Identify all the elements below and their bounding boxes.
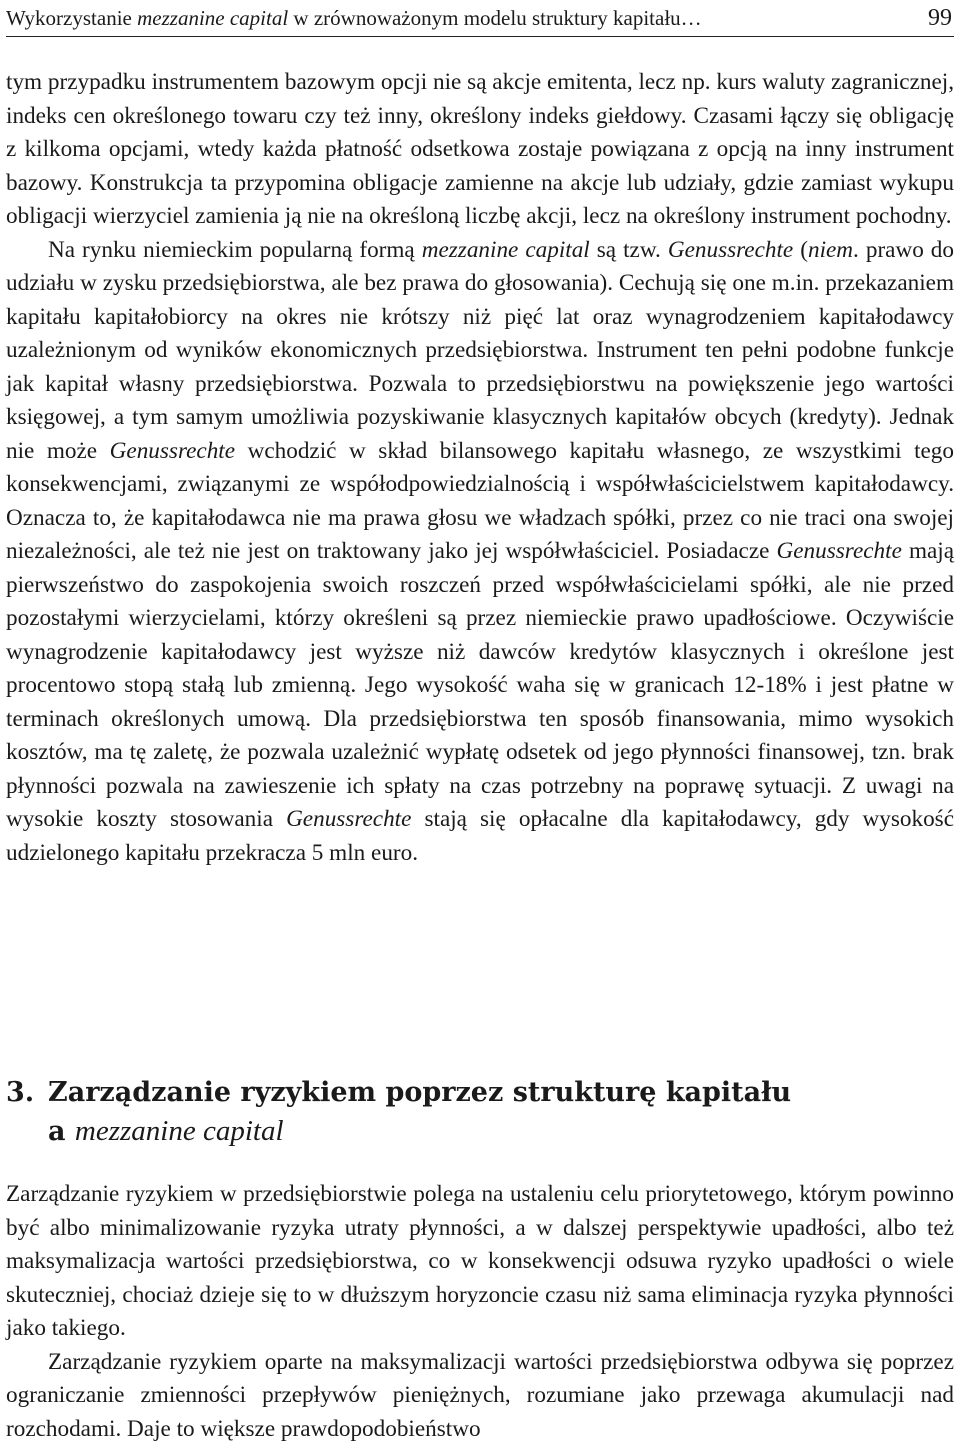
text-run: stają się opłacalne dla kapitałodawcy, gdy wysokość udzielonego kapitału przekracza 5 mln euro. bbox=[6, 806, 954, 866]
paragraph-value-maximization: Zarządzanie ryzykiem oparte na maksymalizacji wartości przedsiębiorstwa odbywa się poprzez ograniczanie zmienności przepływów pieniężnych, rozumiane jako przewaga akumulacji nad rozchodami. Daje to większe prawdopodobieństwo bbox=[6, 1348, 954, 1442]
section-heading-line1: Zarządzanie ryzykiem poprzez strukturę kapitału bbox=[48, 1077, 792, 1108]
running-header bbox=[6, 0, 954, 37]
heading-italic-term: mezzanine capital bbox=[74, 1115, 284, 1147]
text-run: mają pierwszeństwo do zaspokojenia swoich roszczeń przed współwłaścicielami spółki, ale nie przed pozostałymi wierzycielami, którzy określeni są przez niemieckie prawo upadłościowe. Oczywiście wynagrodzenie kapitałodawcy jest wyższe niż dawców kredytów klasycznych i określone jest procentowo stopą stałą lub zmienną. Jego wysokość waha się w granicach 12-18% i jest płatne w terminach określonych umową. Dla przedsiębiorstwa ten sposób finansowania, mimo wysokich kosztów, ma tę zaletę, że pozwala uzależnić wypłatę odsetek od jego płynności finansowej, tzn. brak płynności pozwala na zawieszenie ich spłaty na czas potrzebny na poprawę sytuacji. Z uwagi na wysokie koszty stosowania bbox=[6, 538, 955, 832]
section-heading bbox=[6, 1074, 954, 1151]
text-block-top bbox=[6, 66, 954, 870]
italic-term: niem bbox=[807, 236, 854, 263]
section-number: 3. bbox=[6, 1077, 35, 1108]
paragraph-genussrechte bbox=[6, 234, 954, 871]
text-run: są tzw. bbox=[589, 236, 668, 263]
running-title-text: Wykorzystanie bbox=[6, 5, 138, 30]
running-title-italic: mezzanine capital bbox=[137, 5, 289, 30]
section-heading-line2 bbox=[6, 1112, 954, 1151]
italic-term: Genussrechte bbox=[667, 236, 794, 263]
text-run: Na rynku niemieckim popularną formą bbox=[48, 236, 422, 263]
italic-term: mezzanine capital bbox=[421, 236, 590, 263]
italic-term: Genussrechte bbox=[109, 437, 236, 464]
text-run: . prawo do udziału w zysku przedsiębiorstwa, ale bez prawa do głosowania). Cechują się one m.in. przekazaniem kapitału kapitałobiorcy na okres nie krótszy niż pięć lat oraz wynagrodzeniem kapitałodawcy uzależnionym od wyników ekonomicznych przedsiębiorstwa. Instrument ten pełni podobne funkcje jak kapitał własny przedsiębiorstwa. Pozwala to przedsiębiorstwu na powiększenie jego wartości księgowej, a tym samym umożliwia pozyskiwanie klasycznych kapitałów obcych (kredyty). Jednak nie może bbox=[6, 236, 954, 464]
running-title bbox=[6, 6, 702, 31]
text-run: ( bbox=[793, 236, 808, 263]
italic-term: Genussrechte bbox=[776, 538, 902, 564]
paragraph-risk-management: Zarządzanie ryzykiem w przedsiębiorstwie polega na ustaleniu celu priorytetowego, którym powinno być albo minimalizowanie ryzyka utraty płynności, a w dalszej perspektywie upadłości, albo też maksymalizacja wartości przedsiębiorstwa, co w konsekwencji odsuwa ryzyko upadłości o wiele skuteczniej, chociaż dzieje się to w dłuższym horyzoncie czasu niż sama eliminacja ryzyka płynności jako takiego. bbox=[6, 1181, 954, 1341]
heading-prefix: a bbox=[48, 1116, 75, 1147]
italic-term: Genussrechte bbox=[286, 806, 412, 832]
page-number: 99 bbox=[928, 4, 952, 31]
text-run: wchodzić w skład bilansowego kapitału własnego, ze wszystkimi tego konsekwencjami, związanymi ze współodpowiedzialnością i współwłaścicielstwem kapitałodawcy. Oznacza to, że kapitałodawca nie ma prawa głosu we władzach spółki, przez co nie traci ona swojej niezależności, ale też nie jest on traktowany jako jej współwłaściciel. Posiadacze bbox=[6, 437, 954, 564]
paragraph-continued bbox=[6, 66, 954, 234]
text-block-bottom bbox=[6, 1178, 954, 1446]
running-title-text-end: w zrównoważonym modelu struktury kapitału… bbox=[288, 5, 702, 30]
paragraph-text: tym przypadku instrumentem bazowym opcji nie są akcje emitenta, lecz np. kurs waluty zagranicznej, indeks cen określonego towaru czy też inny, określony indeks giełdowy. Czasami łączy się obligację z kilkoma opcjami, wtedy każda płatność odsetkowa zostaje powiązana z opcją na inny instrument bazowy. Konstrukcja ta przypomina obligacje zamienne na akcje lub udziały, gdzie zamiast wykupu obligacji wierzyciel zamienia ją nie na określoną liczbę akcji, lecz na określony instrument pochodny. bbox=[6, 69, 954, 229]
